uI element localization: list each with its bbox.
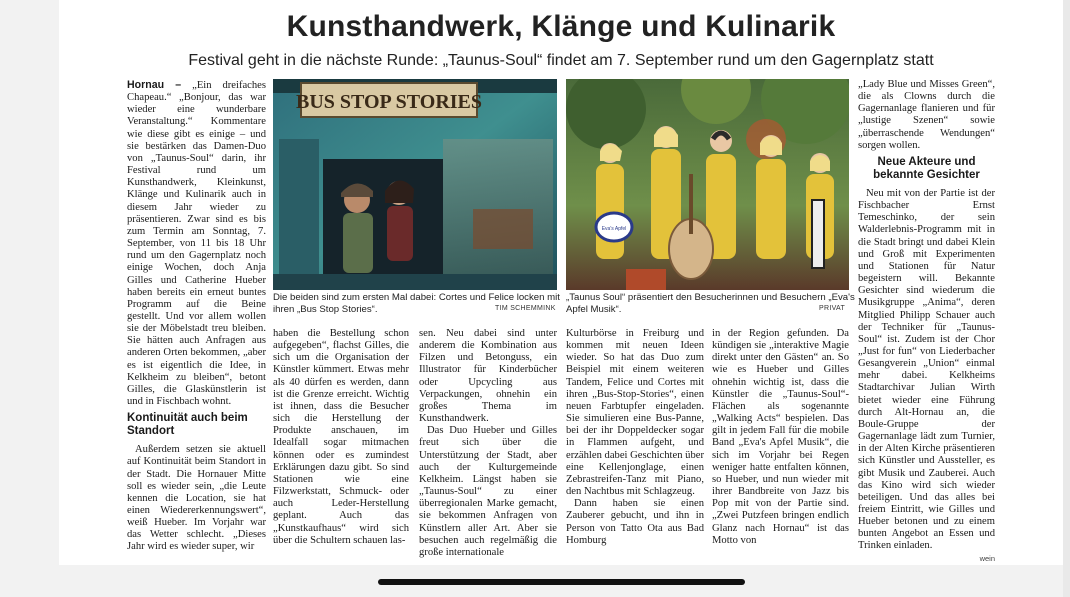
home-indicator-bar[interactable] xyxy=(378,579,745,585)
column-4 xyxy=(566,328,704,547)
column-4-paragraph-2: Dann haben sie einen Zauberer gebucht, und ihn in Person von Tatto Ota aus Bad Homburg xyxy=(566,498,704,546)
column-5 xyxy=(712,328,849,547)
subheadline: Festival geht in die nächste Runde: „Taunus-Soul“ findet am 7. September rund um den Gagernplatz statt xyxy=(188,52,934,69)
column-3 xyxy=(419,328,557,559)
column-5-text: in der Region gefunden. Da kündigen sie „interaktive Magie direkt unter den Gästen“ an. So wie es Hueber und Gilles ohnehin wichtig ist, dass die Künstler die „Taunus-Soul“-Flächen als sogenannte „Walking Acts“ bespielen. Das gilt in jedem Fall für die mobile Band „Eva's Apfel Musik“, die sich im Vorjahr bei Regen weniger hatte entfalten können, so Hueber, und nun wieder mit ihrer Bandbreite von Jazz bis Pop mit von der Partie sind. „Zwei Putzfeen bringen endlich Glanz nach Hornau“ ist das Motto von xyxy=(712,328,849,546)
column-1 xyxy=(127,79,266,554)
column-2 xyxy=(273,328,409,547)
column-3-paragraph-2: Das Duo Hueber und Gilles freut sich über die Unterstützung der Stadt, aber auch der Kulturgemeinde Kelkheim. Längst haben sie „Taunus-Soul“ zu einer überregionalen Marke gemacht, sie bekommen Anfragen von Künstlern aller Art. Aber sie besuchen auch regelmäßig die große internationale xyxy=(419,425,557,558)
author-tag: wein xyxy=(979,553,995,563)
column-2-text: haben die Bestellung schon aufgegeben“, flachst Gilles, die sich um die Organisation der Künstler kümmert. Etwas mehr als 40 dürfen es werden, dann ist die Grenze erreicht. Wichtig ist ihnen, dass die Besucher sich die Herstellung der Produkte anschauen, im Idealfall sogar mitmachen können oder es zumindest Erklärungen dazu gibt. So sind Stationen wie eine Filzwerkstatt, Schmuck- oder auch Leder-Herstellung geplant. Auch das „Kunstkaufhaus“ wird sich über die Schultern schauen las- xyxy=(273,328,409,546)
subheading-new-faces: Neue Akteure und bekannte Gesichter xyxy=(873,155,980,181)
column-4-text: Kulturbörse in Freiburg und kommen mit neuen Ideen wieder. So hat das Duo zum Beispiel mit einem weiteren Tandem, Felice und Cortes mit ihren „Bus-Stop-Stories“, einen neuen Farbtupfer eingeladen. Sie simulieren eine Bus-Panne, bei der ihr Doppeldecker sogar in Flammen aufgeht, und erzählen dabei Geschichten über eine Kellenjonglage, einen Zebrastreifen-Tanz mit Piano, den Nachtbus mit Schlagzeug. xyxy=(566,328,704,498)
bus-photo-illustration xyxy=(273,79,557,290)
column-6-text: „Lady Blue und Misses Green“, die als Clowns durch die Gagernanlage flanieren und für „lustige Szenen“ sowie „überraschende Wendungen“ sorgen wollen. xyxy=(858,79,995,151)
left-photo-credit: TIM SCHEMMINK xyxy=(495,305,556,312)
newspaper-page xyxy=(59,0,1063,565)
headline: Kunsthandwerk, Klänge und Kulinarik xyxy=(286,10,836,43)
apfel-musik-photo xyxy=(566,79,849,290)
column-6-paragraph-2: Neu mit von der Partie ist der Fischbacher Ernst Temeschinko, der sein Walderlebnis-Programm mit in die Stadt bringt und dabei Klein und Groß mit Experimenten und Stationen für Natur begeistern will. Bekannte Gesichter sind wiederum die Musikgruppe „Anima“, deren Mitglied Philipp Schauer auch der Techniker für „Taunus-Soul“ ist. Zudem ist der Chor „Just for fun“ von Liederbacher Gesangverein „Union“ einmal mehr dabei. Kelkheims Stadtarchivar Julian Wirth bietet wieder eine Führung durch Alt-Hornau an, die Boule-Gruppe der Gagernanlage lädt zum Turnier, in der Alten Kirche präsentieren sich Künstler und Aussteller, es gibt Musik und Zauberei. Auch das Kino wird sich wieder beteiligen. Und das alles bei freiem Eintritt, wie Gilles und Hueber betonen und zu einem bunten Angebot an Essen und Trinken einladen. xyxy=(858,187,995,552)
column-1-intro: „Ein dreifaches Chapeau.“ „Bonjour, das war wieder eine wunderbare Veranstaltung.“ Kommentare wie diese gibt es einige – und sie bestärken das Damen-Duo von „Taunus-Soul“ darin, ihr Festival rund um Kunsthandwerk, Kleinkunst, Klänge und Kulinarik auch in diesem Jahr wieder zu präsentieren. Zwar sind es bis zum Termin am Sonntag, 7. September, von 11 bis 18 Uhr rund um den Gagernplatz noch einige Wochen, doch Anja Gilles und Catherine Hueber haben bereits ein erneut buntes Programm auf die Beine gestellt. Und vor allem wollen sie der Möbelstadt treu bleiben. Sie hätten auch Anfragen aus anderen Orten bekommen, „aber es ist eigentlich die Idee, in Kelkheim zu bleiben“, betont Gilles, die Glaskünstlerin ist und in Fischbach wohnt. xyxy=(127,80,266,408)
dateline: Hornau – xyxy=(127,79,182,91)
right-photo-caption: „Taunus Soul“ präsentiert den Besucherinnen und Besuchern „Eva's Apfel Musik“. xyxy=(566,292,855,315)
column-6 xyxy=(858,79,995,565)
column-3-text: sen. Neu dabei sind unter anderem die Kombination aus Filzen und Betonguss, ein Illustrator für Kinderbücher oder Upcycling aus Verpackungen, ohnehin ein großes Thema im Kunsthandwerk. xyxy=(419,328,557,425)
bus-sign-text: BUS STOP STORIES xyxy=(295,91,483,113)
drum-text: Eva's Apfel xyxy=(601,226,627,232)
left-photo-caption: Die beiden sind zum ersten Mal dabei: Cortes und Felice locken mit ihren „Bus Stop Stories“. xyxy=(273,292,560,315)
column-1-paragraph-2: Außerdem setzen sie aktuell auf Kontinuität beim Standort in der Stadt. Die Hornauer Mitte soll es wieder sein, „die Leute kennen die Location, sie hat einen Wiedererkennungswert“, weiß Hueber. Im Vorjahr war das Wetter schlecht. „Dieses Jahr wird es wieder super, wir xyxy=(127,444,266,553)
subheading-continuity: Kontinuität auch beim Standort xyxy=(127,412,248,438)
right-photo-credit: PRIVAT xyxy=(819,305,846,312)
band-photo-illustration xyxy=(566,79,849,290)
page-edge xyxy=(1063,0,1070,597)
bus-stop-stories-photo xyxy=(273,79,557,290)
